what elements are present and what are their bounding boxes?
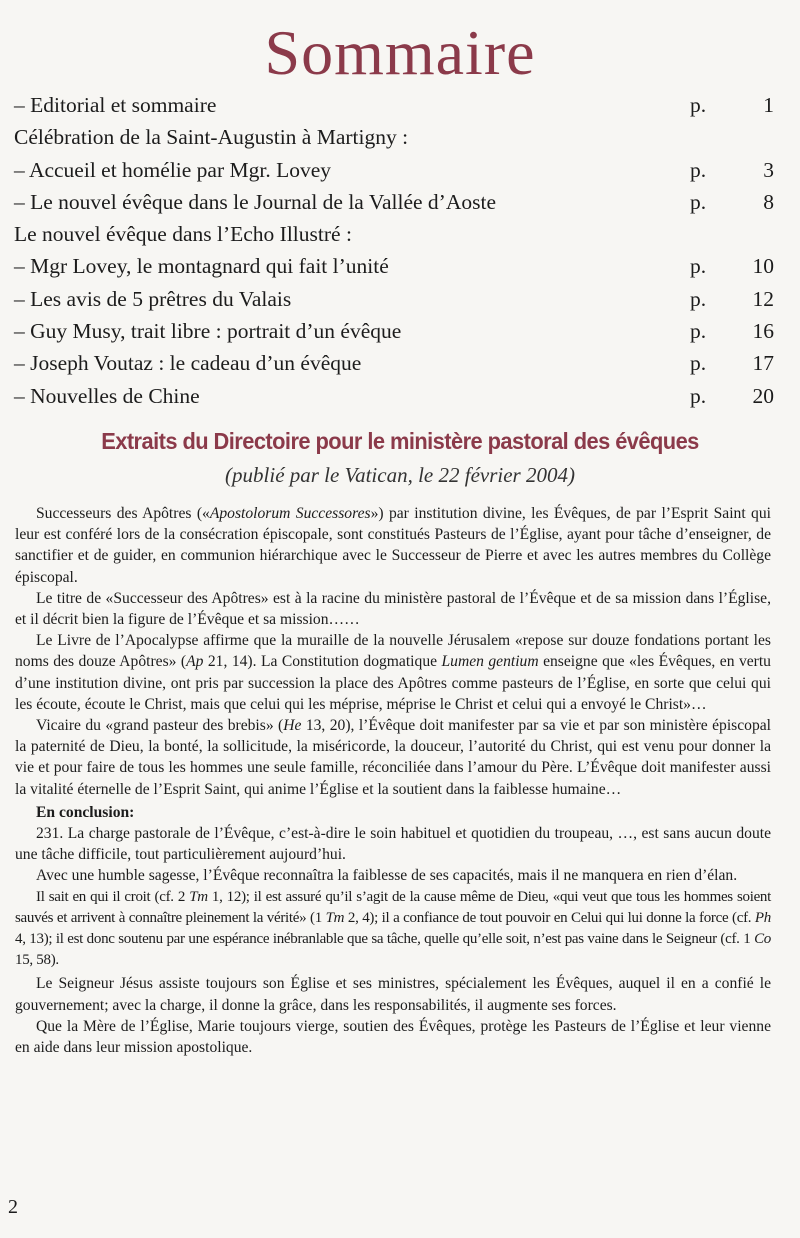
paragraph: Le titre de «Successeur des Apôtres» est à la racine du ministère pastoral de l’Évêque et de sa mission dans l’Église, et il décrit bien la figure de l’Évêque et sa mission…… (15, 589, 771, 629)
toc-entry-text: – Joseph Voutaz : le cadeau d’un évêque (14, 351, 362, 376)
page-number: 2 (8, 1196, 18, 1218)
text-run-italic: Lumen gentium (441, 653, 539, 671)
toc-page-number: 20 (752, 383, 774, 408)
text-run: 13, 20), l’Évêque doit manifester par sa vie et par son ministère épiscopal la paternité de Dieu, la bonté, la sollicitude, la miséricorde, la douceur, l’autorité du Christ, qui est venu pour donner la vie et pour faire de tous les hommes une seule famille, réconciliée dans l’amour du Père. L’Évêque doit manifester aussi la vitalité éternelle de l’Esprit Saint, qui anime l’Église et la soutient dans la faiblesse humaine… (15, 717, 771, 798)
toc-entry-text: Le nouvel évêque dans l’Echo Illustré : (14, 222, 352, 247)
toc-entry (14, 186, 774, 218)
text-run-italic: Ph (754, 909, 771, 926)
article-subheading: (publié par le Vatican, le 22 février 2004) (225, 463, 575, 487)
toc-page-prefix: p. (690, 254, 707, 279)
text-run: 21, 14). La Constitution dogmatique (203, 653, 442, 671)
toc-page-number: 1 (763, 93, 774, 117)
paragraph (15, 630, 771, 715)
toc-page-prefix: p. (690, 351, 707, 376)
toc-section-header (14, 218, 774, 250)
text-run: Successeurs des Apôtres (« (36, 505, 210, 522)
toc-entry (14, 154, 774, 186)
toc-page-number: 3 (763, 157, 774, 182)
text-run: 2, 4); il a confiance de tout pouvoir en Celui qui lui donne la force (cf. (344, 909, 755, 926)
toc-page-number: 8 (763, 189, 774, 214)
text-run-italic: Ap (186, 653, 204, 671)
page-title: Sommaire (264, 17, 536, 88)
text-run: ») par institution divine, les Évêques, de par l’Esprit Saint qui leur est conféré lors de la consécration épiscopale, sont constitués Pasteurs de l’Église, ayant pour tâche d’enseigner, de sanctifier et de guider, en communion hiérarchique avec le Successeur de Pierre et avec les autres membres du Collège épiscopal. (15, 505, 771, 586)
text-run: 4, 13); il est donc soutenu par une espérance inébranlable que sa tâche, quelle qu’elle soit, n’est pas vaine dans le Seigneur (cf. 1 (15, 931, 755, 948)
paragraph: Que la Mère de l’Église, Marie toujours vierge, soutien des Évêques, protège les Pasteurs de l’Église et leur vienne en aide dans leur mission apostolique. (15, 1017, 771, 1057)
toc-page-prefix: p. (690, 93, 707, 117)
toc-page-number: 17 (752, 351, 774, 376)
text-run: enseigne que «les Évêques, en vertu d’une institution divine, ont pris par succession la place des Apôtres comme pasteurs de l’Église, en sorte que celui qui les écoute, écoute le Christ, mais que celui qui les méprise, méprise le Christ et celui qui a envoyé le Christ»… (15, 653, 771, 713)
paragraph: Le Seigneur Jésus assiste toujours son Église et ses ministres, spécialement les Évêques, auquel il en a confié le gouvernement; avec la charge, il donne la grâce, dans les responsabilités, il augmente ses forces. (15, 975, 771, 1014)
toc-section-header (14, 121, 774, 153)
toc-page-number: 12 (752, 286, 774, 311)
toc-entry-text: – Le nouvel évêque dans le Journal de la Vallée d’Aoste (14, 189, 496, 214)
text-run-italic: Tm (189, 888, 208, 905)
text-run: Le Livre de l’Apocalypse affirme que la muraille de la nouvelle Jérusalem «repose sur douze fondations portant les noms des douze Apôtres» ( (15, 632, 771, 671)
toc-page-prefix: p. (690, 286, 707, 311)
paragraph (15, 887, 771, 972)
toc-entry-text: – Editorial et sommaire (14, 93, 217, 117)
toc-page-prefix: p. (690, 157, 707, 182)
toc-page-prefix: p. (690, 189, 707, 214)
toc-entry-text: – Guy Musy, trait libre : portrait d’un évêque (14, 319, 402, 344)
toc-entry-text: – Les avis de 5 prêtres du Valais (14, 286, 292, 311)
text-run: Vicaire du «grand pasteur des brebis» ( (36, 717, 284, 735)
text-run: Il sait en qui il croit (cf. 2 (36, 888, 190, 905)
paragraph: 231. La charge pastorale de l’Évêque, c’est-à-dire le soin habituel et quotidien du troupeau, …, est sans aucun doute une tâche difficile, tout particulièrement aujourd’hui. (15, 825, 771, 864)
paragraph (15, 503, 771, 588)
toc-page-prefix: p. (690, 319, 707, 344)
toc-entry-text: Célébration de la Saint-Augustin à Martigny : (14, 125, 409, 150)
toc-entry (14, 315, 774, 347)
toc-page-prefix: p. (690, 383, 707, 408)
toc-entry-text: – Mgr Lovey, le montagnard qui fait l’unité (14, 254, 389, 279)
toc-entry (14, 380, 774, 412)
article-heading: Extraits du Directoire pour le ministère pastoral des évêques (101, 428, 699, 454)
toc-page-number: 16 (752, 319, 774, 344)
table-of-contents (14, 89, 774, 412)
text-run: 1, 12); il est assuré qu’il s’agit de la cause même de Dieu, «qui veut que tous les hommes soient sauvés et arrivent à connaître pleinement la vérité» (1 (15, 888, 771, 926)
text-run: 15, 58). (15, 952, 59, 969)
toc-entry-text: – Accueil et homélie par Mgr. Lovey (14, 157, 332, 182)
conclusion-label: En conclusion: (36, 803, 135, 821)
article-body (15, 503, 771, 1058)
paragraph (15, 715, 771, 800)
toc-entry (14, 89, 774, 121)
toc-page-number: 10 (752, 254, 774, 279)
text-run-italic: He (283, 717, 302, 735)
text-run-italic: Tm (325, 909, 345, 926)
text-run-italic: Apostolorum Successores (209, 505, 371, 522)
toc-entry (14, 250, 774, 282)
toc-entry (14, 347, 774, 379)
paragraph: Avec une humble sagesse, l’Évêque reconnaîtra la faiblesse de ses capacités, mais il ne manquera en rien d’élan. (36, 867, 738, 885)
toc-entry (14, 283, 774, 315)
text-run-italic: Co (754, 931, 771, 948)
toc-entry-text: – Nouvelles de Chine (14, 383, 200, 408)
